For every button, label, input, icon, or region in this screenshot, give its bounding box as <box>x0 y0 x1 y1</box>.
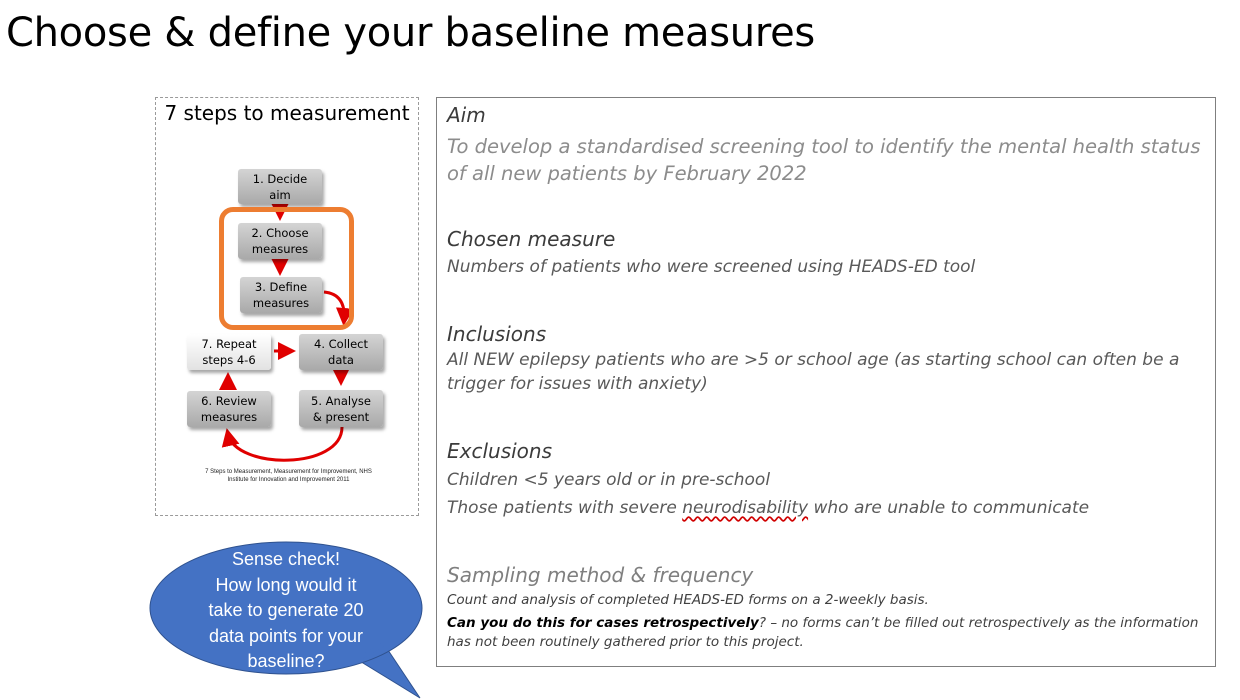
spellcheck-flagged-word: neurodisability <box>682 498 809 518</box>
step-decide-aim: 1. Decide aim <box>238 169 322 204</box>
aim-text: To develop a standardised screening tool to identify the mental health status of all new patients by February 2022 <box>447 135 1201 185</box>
measures-definition-box <box>436 97 1216 667</box>
current-steps-highlight <box>219 207 354 330</box>
exclusions-heading: Exclusions <box>447 439 553 463</box>
chosen-measure-section <box>447 227 1205 279</box>
step-analyse-present: 5. Analyse & present <box>299 390 383 427</box>
seven-steps-diagram <box>155 97 419 516</box>
sampling-section <box>447 563 1205 652</box>
arrow-5-to-6 <box>228 427 342 460</box>
step-repeat-steps: 7. Repeat steps 4-6 <box>187 334 271 370</box>
diagram-citation: 7 Steps to Measurement, Measurement for Improvement, NHS Institute for Innovation and Improvement 2011 <box>205 469 372 483</box>
sense-check-text: Sense check! How long would it take to generate 20 data points for your baseline? <box>208 549 364 671</box>
page-title: Choose & define your baseline measures <box>6 10 815 56</box>
retrospective-answer: ? – no forms can’t be filled out retrospectively as the information has not been routinely gathered prior to this project. <box>447 615 1199 650</box>
diagram-heading: 7 steps to measurement <box>164 101 410 125</box>
retrospective-question: Can you do this for cases retrospectively <box>447 615 759 631</box>
chosen-measure-text: Numbers of patients who were screened using HEADS-ED tool <box>447 257 976 277</box>
aim-heading: Aim <box>447 103 486 127</box>
inclusions-text: All NEW epilepsy patients who are >5 or school age (as starting school can often be a trigger for issues with anxiety) <box>447 350 1180 394</box>
step-choose-measures: 2. Choose measures <box>238 223 322 259</box>
inclusions-section <box>447 322 1205 396</box>
exclusions-line-2: Those patients with severe neurodisability who are unable to communicate <box>447 498 1090 518</box>
step-review-measures: 6. Review measures <box>187 391 271 427</box>
inclusions-heading: Inclusions <box>447 322 547 346</box>
exclusions-section <box>447 439 1205 520</box>
sampling-question <box>447 614 1205 652</box>
sampling-text: Count and analysis of completed HEADS-ED forms on a 2-weekly basis. <box>447 592 929 608</box>
aim-section <box>447 103 1205 187</box>
step-collect-data: 4. Collect data <box>299 334 383 370</box>
sampling-heading: Sampling method & frequency <box>447 563 754 587</box>
chosen-measure-heading: Chosen measure <box>447 227 616 251</box>
exclusions-line-1: Children <5 years old or in pre-school <box>447 470 771 490</box>
step-define-measures: 3. Define measures <box>240 277 322 313</box>
